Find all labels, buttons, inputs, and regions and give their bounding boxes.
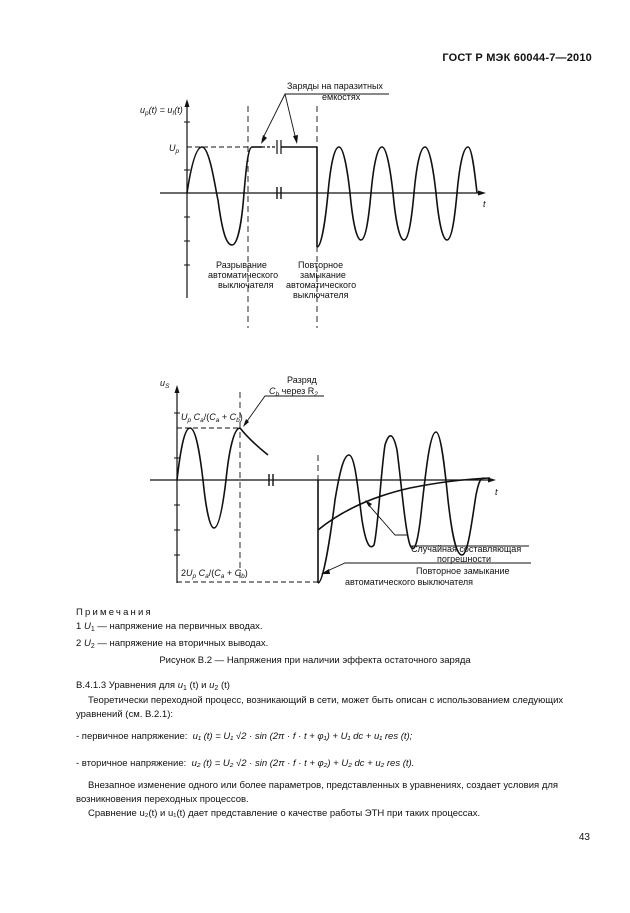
fig1-callout-l2: емкостях: [322, 92, 361, 102]
fig1-break-l2: автоматического: [208, 270, 279, 280]
notes-title: Примечания: [76, 607, 153, 618]
figure-notes: [76, 606, 268, 654]
fig1-break-l3: выключателя: [218, 280, 274, 290]
page-number: 43: [578, 832, 590, 843]
fig1-reclose-l2: замыкание: [300, 270, 346, 280]
paragraph-2: Внезапное изменение одного или более параметров, представленных в уравнениях, создает условия для возникновения переходных процессов.: [76, 780, 559, 805]
fig2-level-bottom: $2U_p$ $C_a/(C_a + C_b)$: [181, 568, 248, 580]
fig2-reclose-l1: Повторное замыкание: [416, 566, 510, 576]
fig2-y-label: $u_S$: [160, 378, 170, 390]
fig2-decay: [240, 428, 268, 455]
note-1: 1 $U_1$ — напряжение на первичных вводах.: [76, 621, 263, 633]
fig1-y-label: $u_p(t) = u_I(t)$: [140, 105, 183, 117]
fig2-random-l1: Случайная составляющая: [411, 544, 522, 554]
fig2-discharge-l2: $C_b$ через $R_2$: [269, 386, 318, 398]
fig1-reclose-l1: Повторное: [298, 260, 344, 270]
equation-1: - первичное напряжение: u₁ (t) = U₁ √2 · sin (2π · f · t + φ₁) + U₁ dc + u₁ res (t);: [76, 731, 413, 742]
fig2-level-top: $U_p$ $C_a/(C_a + C_b)$: [181, 412, 243, 424]
paragraph-3: Сравнение u₂(t) и u₁(t) дает представление о качестве работы ЭТН при таких процессах.: [88, 808, 481, 819]
fig1-reclose-l3: автоматического: [286, 280, 357, 290]
fig1-break-l1: Разрывание: [216, 260, 267, 270]
equation-2: - вторичное напряжение: u₂ (t) = U₂ √2 · sin (2π · f · t + φ₂) + U₂ dc + u₂ res (t).: [76, 758, 415, 769]
note-2: 2 $U_2$ — напряжение на вторичных выводах.: [76, 638, 269, 650]
fig1-callout-l1: Заряды на паразитных: [287, 81, 383, 91]
figure-caption: Рисунок В.2 — Напряжения при наличии эффекта остаточного заряда: [159, 655, 471, 666]
fig2-reclose-l2: автоматического выключателя: [345, 577, 474, 587]
fig2-random-l2: погрешности: [437, 554, 492, 564]
paragraph-1: Теоретически переходной процесс, возникающий в сети, может быть описан с использованием следующих уравнений (см. В.2.1):: [76, 695, 564, 720]
fig1-t-label: t: [483, 199, 486, 209]
section-heading: В.4.1.3 Уравнения для $u_1$ (t) и $u_2$ (t): [76, 680, 230, 692]
fig1-reclose-l4: выключателя: [293, 290, 349, 300]
document-header: ГОСТ Р МЭК 60044-7—2010: [442, 52, 592, 64]
fig2-discharge-l1: Разряд: [287, 375, 317, 385]
fig2-wave-before: [177, 428, 240, 528]
fig1-up-label: $U_p$: [169, 143, 180, 155]
fig2-t-label: t: [495, 487, 498, 497]
